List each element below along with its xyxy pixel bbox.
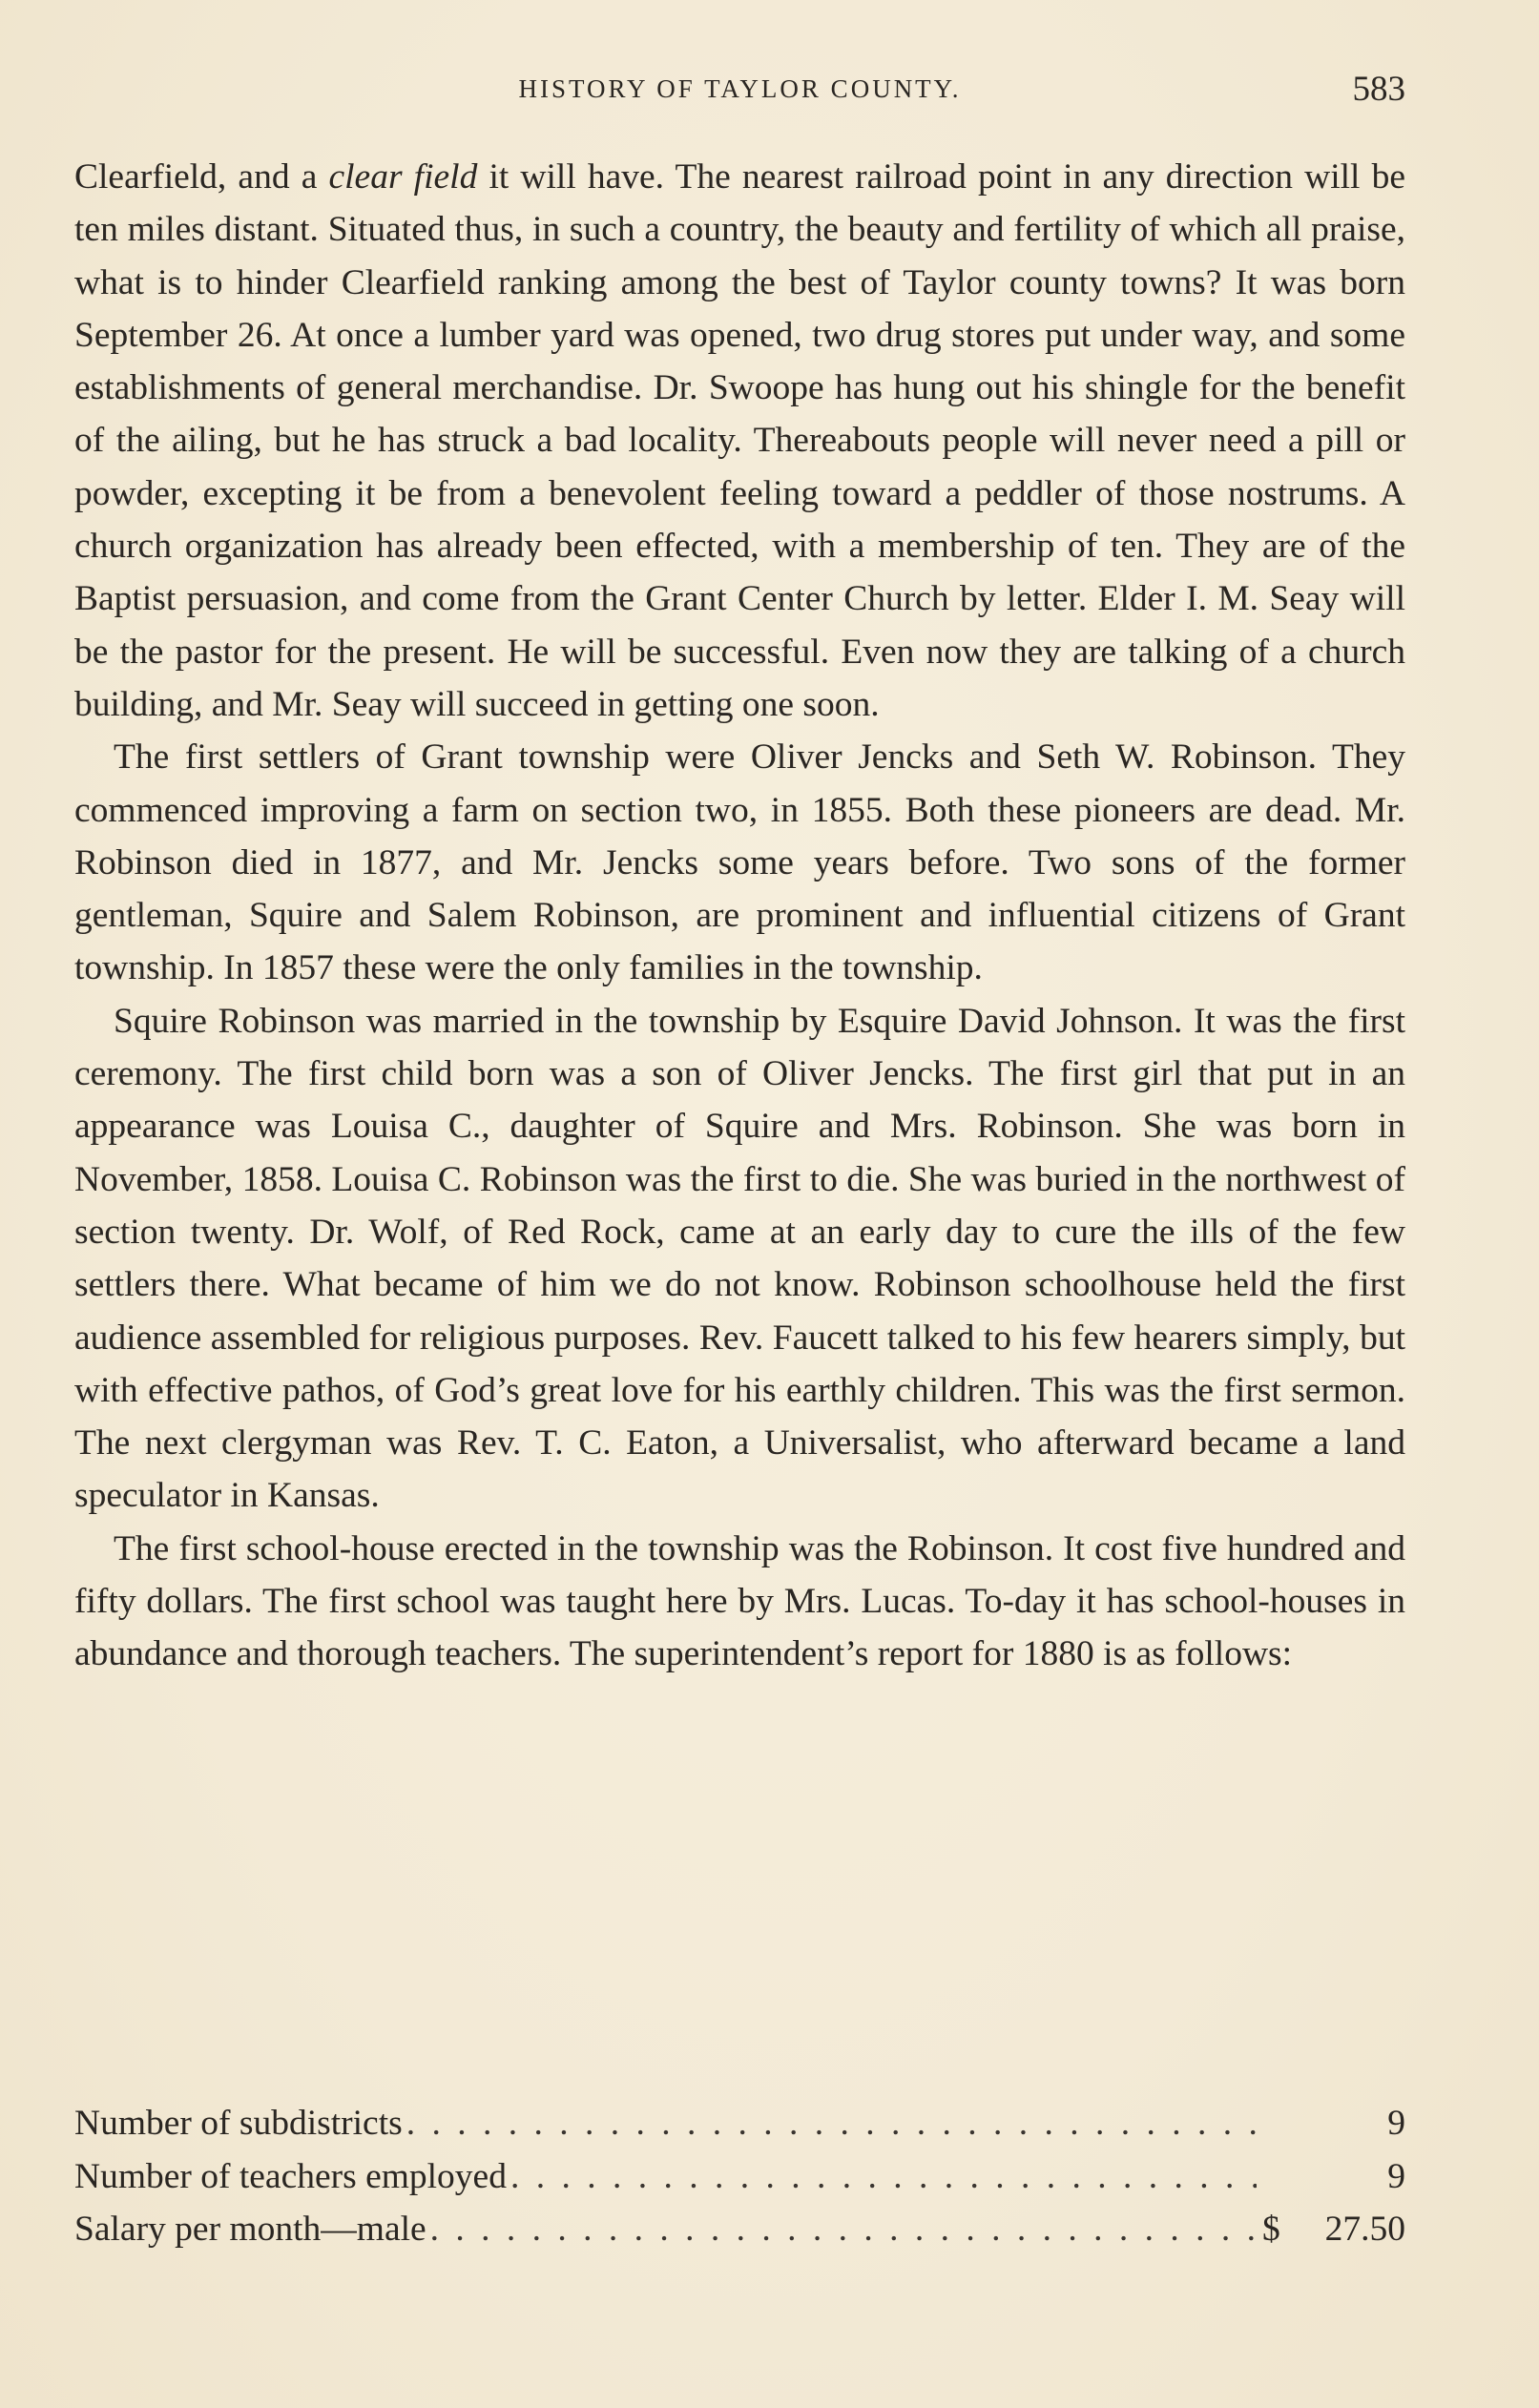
paragraph-text: The first settlers of Grant township were Oliver Jencks and Seth W. Robinson. They commenced improving a farm on section two, in 1855. Both these pioneers are dead. Mr. Robinson died in 1877, and Mr. Jencks some years before. Two sons of the former gentleman, Squire and Salem Robinson, are prominent and influential citizens of Grant township. In 1857 these were the only families in the township. bbox=[74, 737, 1405, 988]
superintendent-report bbox=[74, 2097, 1405, 2256]
report-value: 9 bbox=[1387, 2156, 1405, 2196]
paragraph bbox=[74, 151, 1405, 731]
dot-leader bbox=[406, 2097, 1257, 2150]
report-value: 9 bbox=[1387, 2104, 1405, 2143]
paragraph-text: it will have. The nearest railroad point in any direction will be ten miles distant. Situated thus, in such a country, the beauty and fertility of which all praise, what is to hinder Clearfield ranking among the best of Taylor county towns? It was born September 26. At once a lumber yard was opened, two drug stores put under way, and some establishments of general merchandise. Dr. Swoope has hung out his shingle for the benefit of the ailing, but he has struck a bad locality. Thereabouts people will never need a pill or powder, excepting it be from a benevolent feeling toward a peddler of those nostrums. A church organization has already been effected, with a membership of ten. They are of the Baptist persuasion, and come from the Grant Center Church by letter. Elder I. M. Seay will be the pastor for the present. He will be successful. Even now they are talking of a church building, and Mr. Seay will succeed in getting one soon. bbox=[74, 157, 1405, 724]
report-label: Number of subdistricts bbox=[74, 2104, 403, 2143]
report-row bbox=[74, 2097, 1405, 2150]
running-head: HISTORY OF TAYLOR COUNTY. bbox=[518, 74, 962, 103]
body-text bbox=[74, 151, 1405, 1681]
paragraph-text: Clearfield, and a bbox=[74, 157, 329, 197]
italic-text: clear field bbox=[328, 157, 478, 197]
paragraph-text: The first school-house erected in the township was the Robinson. It cost five hundred and fifty dollars. The first school was taught here by Mrs. Lucas. To-day it has school-houses in abundance and thorough teachers. The superintendent’s report for 1880 is as follows: bbox=[74, 1528, 1405, 1674]
report-value: 27.50 bbox=[1324, 2210, 1405, 2249]
report-currency: $ bbox=[1262, 2210, 1280, 2249]
paragraph-text: Squire Robinson was married in the township by Esquire David Johnson. It was the first ceremony. The first child born was a son of Oliver Jencks. The first girl that put in an appearance was Louisa C., daughter of Squire and Mrs. Robinson. She was born in November, 1858. Louisa C. Robinson was the first to die. She was buried in the northwest of section twenty. Dr. Wolf, of Red Rock, came at an early day to cure the ills of the few settlers there. What became of him we do not know. Robinson schoolhouse held the first audience assembled for religious purposes. Rev. Faucett talked to his few hearers simply, but with effective pathos, of God’s great love for his earthly children. This was the first sermon. The next clergyman was Rev. T. C. Eaton, a Universalist, who afterward became a land speculator in Kansas. bbox=[74, 1001, 1405, 1516]
dot-leader bbox=[510, 2150, 1257, 2204]
paragraph bbox=[74, 731, 1405, 994]
report-label: Number of teachers employed bbox=[74, 2156, 507, 2196]
report-row bbox=[74, 2203, 1405, 2256]
page-header bbox=[74, 69, 1405, 116]
report-label: Salary per month—male bbox=[74, 2210, 426, 2249]
paragraph bbox=[74, 1523, 1405, 1681]
page-number: 583 bbox=[1352, 70, 1405, 109]
report-row bbox=[74, 2150, 1405, 2204]
dot-leader bbox=[430, 2203, 1257, 2256]
paragraph bbox=[74, 995, 1405, 1523]
